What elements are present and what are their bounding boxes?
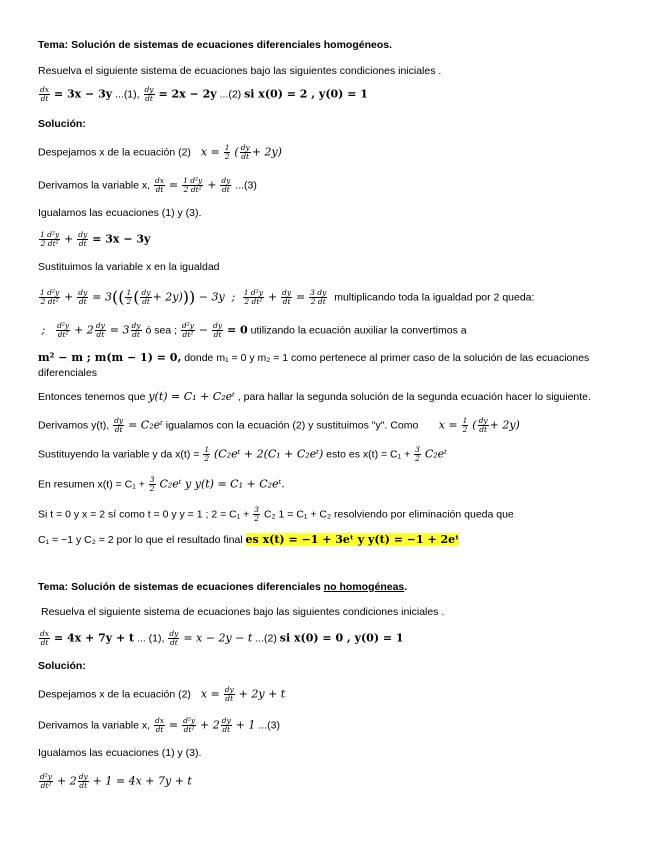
step4-text: Sustituimos la variable x en la igualdad [38, 261, 220, 273]
frac-one-two: $\frac{1}{2}$ [224, 143, 230, 161]
step11-text2: C₂ 1 = C₁ + C₂ resolviendo por eliminación queda que [263, 508, 514, 521]
step3-rhs: = 3x − 3y [92, 232, 151, 246]
step9 [38, 446, 447, 463]
step8-text1: Derivamos y(t), [38, 419, 110, 432]
frac-b: $\frac{dy}{dt}$ [78, 288, 88, 306]
s2-eq1-tag: ... (1), [137, 632, 165, 645]
step5-text1: ó sea ; [145, 324, 177, 337]
step7-eq: y(t) = C₁ + C₂eᵗ [148, 390, 235, 403]
step9-eq: (C₂eᵗ + 2(C₁ + C₂eᵗ) [214, 447, 324, 461]
step7-text1: Entonces tenemos que [38, 391, 146, 403]
s2-eq2-rhs: = x − 2y − t [183, 631, 253, 645]
section2-title-underlined: no homogéneas [323, 581, 405, 593]
step2-tag: ...(3) [235, 179, 257, 192]
section2-title-suffix: . [404, 581, 408, 593]
s2-eq2-tag: ...(2) [255, 632, 277, 645]
step12 [38, 533, 459, 547]
step11-text1: Si t = 0 y x = 2 sí como t = 0 y y = 1 ; 2 = C₁ + [38, 508, 250, 521]
frac-i: $\frac{dy}{dt}$ [95, 321, 105, 339]
eq2-tag: ...(2) [219, 88, 242, 101]
s2-eq1-rhs: = 4x + 7y + t [53, 631, 135, 645]
step8: Derivamos y(t), $\frac{dy}{dt}$ = C₂eᵗ igualamos con la ecuación (2) y sustituimos "y". Como x = $\frac{1}{2}$ ( $\frac{dy}{dt}$ + 2y) [38, 416, 520, 434]
final-result-highlight: es x(t) = −1 + 3eᵗ y y(t) = −1 + 2eᵗ [245, 533, 460, 546]
frac-dy-dt-4: $\frac{dy}{dt}$ [78, 230, 88, 248]
step10-eq1: C₂eᵗ y y(t) = C₁ + C₂eᵗ. [159, 477, 285, 491]
step2-text: Derivamos la variable x, [38, 179, 151, 192]
frac-c: $\frac{1}{2}$ [126, 288, 132, 306]
frac-r: $\frac{3}{2}$ [149, 475, 155, 493]
step6-cont: diferenciales [38, 367, 97, 379]
frac-s2-e: $\frac{\text{d²y}}{\text{dt²}}$ [40, 772, 53, 790]
frac-k: $\frac{\text{d²y}}{\text{dt²}}$ [181, 321, 194, 339]
frac-dx-dt: $\frac{dx}{dt}$ [40, 85, 50, 103]
frac-s: $\frac{3}{2}$ [254, 505, 260, 523]
section2-title-prefix: Tema: Solución de sistemas de ecuaciones diferenciales [38, 581, 321, 593]
frac-p: $\frac{1}{2}$ [204, 445, 210, 463]
frac-s2-a: $\frac{dy}{dt}$ [224, 685, 234, 703]
step10 [38, 476, 285, 493]
frac-half-d2y: $\frac{\text{1 d²y}}{\text{2 dt²}}$ [183, 176, 203, 194]
step4-eq: $\frac{\text{1 d²y}}{\text{2 dt²}}$ + $\frac{dy}{dt}$ = 3(( $\frac{1}{2}$ ( $\frac{dy}{dt}$ + 2y))) − 3y ; $\frac{\text{1 d²y}}{\text{2 dt²}}$ + $\frac{dy}{dt}$ = $\frac{3 dy}{2 dt}$ multiplicando toda la igualdad por 2 queda: [40, 287, 535, 307]
frac-s2-b: $\frac{dx}{dt}$ [154, 716, 164, 734]
frac-s2-f: $\frac{dy}{dt}$ [78, 772, 88, 790]
frac-q: $\frac{3}{2}$ [415, 445, 420, 463]
frac-s2-c: $\frac{\text{d²y}}{\text{dt²}}$ [183, 716, 196, 734]
frac-g: $\frac{3 dy}{2 dt}$ [310, 288, 327, 306]
frac-s2-dy: $\frac{dy}{dt}$ [169, 629, 179, 647]
frac-a: $\frac{\text{1 d²y}}{\text{2 dt²}}$ [40, 288, 60, 306]
step3-text: Igualamos las ecuaciones (1) y (3). [38, 207, 202, 219]
frac-n: $\frac{1}{2}$ [462, 416, 468, 434]
step8-eq: = C₂eᵗ [128, 418, 163, 432]
step6 [38, 351, 589, 365]
s2-step1-text: Despejamos x de la ecuación (2) [38, 688, 191, 701]
frac-dy-dt-3: $\frac{dy}{dt}$ [221, 176, 231, 194]
frac-h: $\frac{\text{d²y}}{\text{dt²}}$ [57, 321, 70, 339]
step11 [38, 506, 514, 523]
step1: Despejamos x de la ecuación (2) x = $\frac{1}{2}$ ( $\frac{dy}{dt}$ + 2y) [38, 143, 282, 161]
step3-eq: $\frac{\text{1 d²y}}{\text{2 dt²}}$ + $\frac{dy}{dt}$ = 3x − 3y [40, 230, 151, 248]
frac-l: $\frac{dy}{dt}$ [213, 321, 223, 339]
step6-text: donde m₁ = 0 y m₂ = 1 como pertenece al primer caso de la solución de las ecuaciones [184, 352, 590, 364]
step9-text1: Sustituyendo la variable y da x(t) = [38, 448, 200, 461]
s2-step2-eq: + 1 [235, 718, 256, 732]
s2-step2-tag: ...(3) [258, 719, 280, 732]
step5-text2: utilizando la ecuación auxiliar la convertimos a [250, 324, 467, 337]
frac-s2-dx: $\frac{dx}{dt}$ [40, 629, 50, 647]
s2-step2: Derivamos la variable x, $\frac{dx}{dt}$ = $\frac{\text{d²y}}{\text{dt²}}$ + 2 $\frac{dy}{dt}$ + 1 ...(3) [38, 716, 280, 734]
step7-text2: , para hallar la segunda solución de la segunda ecuación hacer lo siguiente. [237, 391, 591, 403]
step9-eq2: C₂eᵗ [424, 447, 447, 461]
eq1-rhs: = 3x − 3y [53, 87, 113, 101]
frac-j: $\frac{dy}{dt}$ [131, 321, 141, 339]
frac-m: $\frac{dy}{dt}$ [114, 416, 124, 434]
step4-tail: multiplicando toda la igualdad por 2 queda: [334, 291, 535, 304]
frac-dy-dt-2: $\frac{dy}{dt}$ [240, 143, 250, 161]
s2-step3-eq: $\frac{\text{d²y}}{\text{dt²}}$ + 2 $\frac{dy}{dt}$ + 1 = 4x + 7y + t [40, 772, 192, 790]
frac-e: $\frac{\text{1 d²y}}{\text{2 dt²}}$ [243, 288, 263, 306]
frac-dy-dt: $\frac{dy}{dt}$ [144, 85, 154, 103]
section2-system [38, 630, 404, 647]
section1-solucion: Solución: [38, 118, 86, 130]
step7 [38, 390, 591, 404]
initial-conditions: si x(0) = 2 , y(0) = 1 [244, 87, 368, 101]
step10-text1: En resumen x(t) = C₁ + [38, 478, 145, 491]
s2-initial-conditions: si x(0) = 0 , y(0) = 1 [279, 631, 404, 645]
step2: Derivamos la variable x, $\frac{dx}{dt}$ = $\frac{\text{1 d²y}}{\text{2 dt²}}$ + $\frac{dy}{dt}$ ...(3) [38, 176, 257, 194]
section1-title: Tema: Solución de sistemas de ecuaciones diferenciales homogéneos. [38, 39, 393, 51]
section2-title [38, 580, 407, 594]
eq1-tag: ...(1), [115, 88, 140, 101]
step1-eq: x = [193, 145, 220, 159]
step5: ; $\frac{\text{d²y}}{\text{dt²}}$ + 2 $\frac{dy}{dt}$ = 3 $\frac{dy}{dt}$ ó sea ; $\frac{\text{d²y}}{\text{dt²}}$ − $\frac{dy}{dt}$ = 0 utilizando la ecuación auxiliar la convertimos a [38, 321, 467, 339]
frac-d: $\frac{dy}{dt}$ [141, 288, 151, 306]
step1-text: Despejamos x de la ecuación (2) [38, 146, 191, 159]
frac-s2-d: $\frac{dy}{dt}$ [221, 716, 231, 734]
s2-step3-rhs: + 1 = 4x + 7y + t [92, 774, 192, 788]
step8-text2: igualamos con la ecuación (2) y sustituimos "y". Como [165, 419, 419, 432]
s2-step1: Despejamos x de la ecuación (2) x = $\frac{dy}{dt}$ + 2y + t [38, 685, 286, 703]
frac-dx-dt-2: $\frac{dx}{dt}$ [154, 176, 164, 194]
section2-intro: Resuelva el siguiente sistema de ecuaciones bajo las siguientes condiciones iniciales . [41, 606, 445, 618]
frac-f: $\frac{dy}{dt}$ [282, 288, 292, 306]
step9-text2: esto es x(t) = C₁ + [326, 448, 411, 461]
section1-intro: Resuelva el siguiente sistema de ecuaciones bajo las siguientes condiciones iniciales . [38, 65, 442, 77]
s2-step2-text: Derivamos la variable x, [38, 719, 151, 732]
eq2-rhs: = 2x − 2y [158, 87, 217, 101]
s2-step1-eq: + 2y + t [238, 687, 286, 701]
section1-system [38, 86, 368, 103]
section2-solucion: Solución: [38, 660, 86, 672]
step6-eq: m² − m ; m(m − 1) = 0, [38, 351, 182, 364]
step12-text: C₁ = −1 y C₂ = 2 por lo que el resultado final [38, 534, 243, 546]
frac-half-d2y-2: $\frac{\text{1 d²y}}{\text{2 dt²}}$ [40, 230, 60, 248]
s2-step3-text: Igualamos las ecuaciones (1) y (3). [38, 747, 202, 759]
frac-o: $\frac{dy}{dt}$ [478, 416, 488, 434]
